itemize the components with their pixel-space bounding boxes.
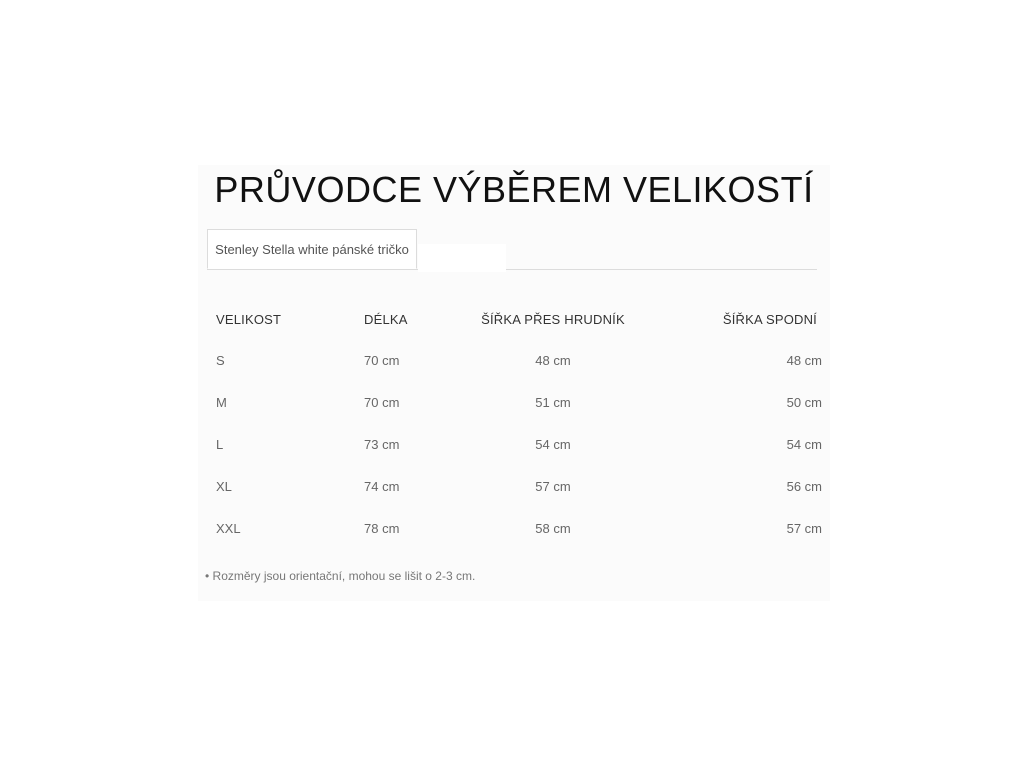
table-cell-size: L bbox=[216, 437, 224, 452]
table-cell-length: 70 cm bbox=[364, 395, 400, 410]
table-cell-bottom-width: 57 cm bbox=[786, 521, 822, 536]
bottom-width-column bbox=[740, 340, 822, 550]
column-header-size: VELIKOST bbox=[216, 312, 282, 327]
table-cell-chest-width: 54 cm bbox=[535, 437, 571, 452]
table-cell-chest-width: 51 cm bbox=[535, 395, 571, 410]
table-cell-bottom-width: 48 cm bbox=[786, 353, 822, 368]
column-header-bottom-width: ŠÍŘKA SPODNÍ bbox=[722, 312, 817, 327]
column-header-length: DÉLKA bbox=[364, 312, 408, 327]
table-cell-bottom-width: 56 cm bbox=[786, 479, 822, 494]
table-cell-length: 70 cm bbox=[364, 353, 400, 368]
footnote: • Rozměry jsou orientační, mohou se lišit o 2-3 cm. bbox=[205, 569, 476, 583]
table-cell-bottom-width: 54 cm bbox=[786, 437, 822, 452]
tab-product[interactable]: Stenley Stella white pánské tričko bbox=[207, 229, 417, 269]
column-header-chest-width: ŠÍŘKA PŘES HRUDNÍK bbox=[481, 312, 625, 327]
table-cell-chest-width: 57 cm bbox=[535, 479, 571, 494]
table-cell-size: M bbox=[216, 395, 227, 410]
table-cell-bottom-width: 50 cm bbox=[786, 395, 822, 410]
table-cell-chest-width: 48 cm bbox=[535, 353, 571, 368]
page-title: PRŮVODCE VÝBĚREM VELIKOSTÍ bbox=[214, 169, 814, 210]
table-cell-size: S bbox=[216, 353, 225, 368]
table-cell-length: 74 cm bbox=[364, 479, 400, 494]
table-cell-length: 78 cm bbox=[364, 521, 400, 536]
table-cell-chest-width: 58 cm bbox=[535, 521, 571, 536]
table-cell-size: XL bbox=[216, 479, 232, 494]
table-cell-length: 73 cm bbox=[364, 437, 400, 452]
table-cell-size: XXL bbox=[216, 521, 241, 536]
hidden-tab-area bbox=[418, 244, 506, 272]
